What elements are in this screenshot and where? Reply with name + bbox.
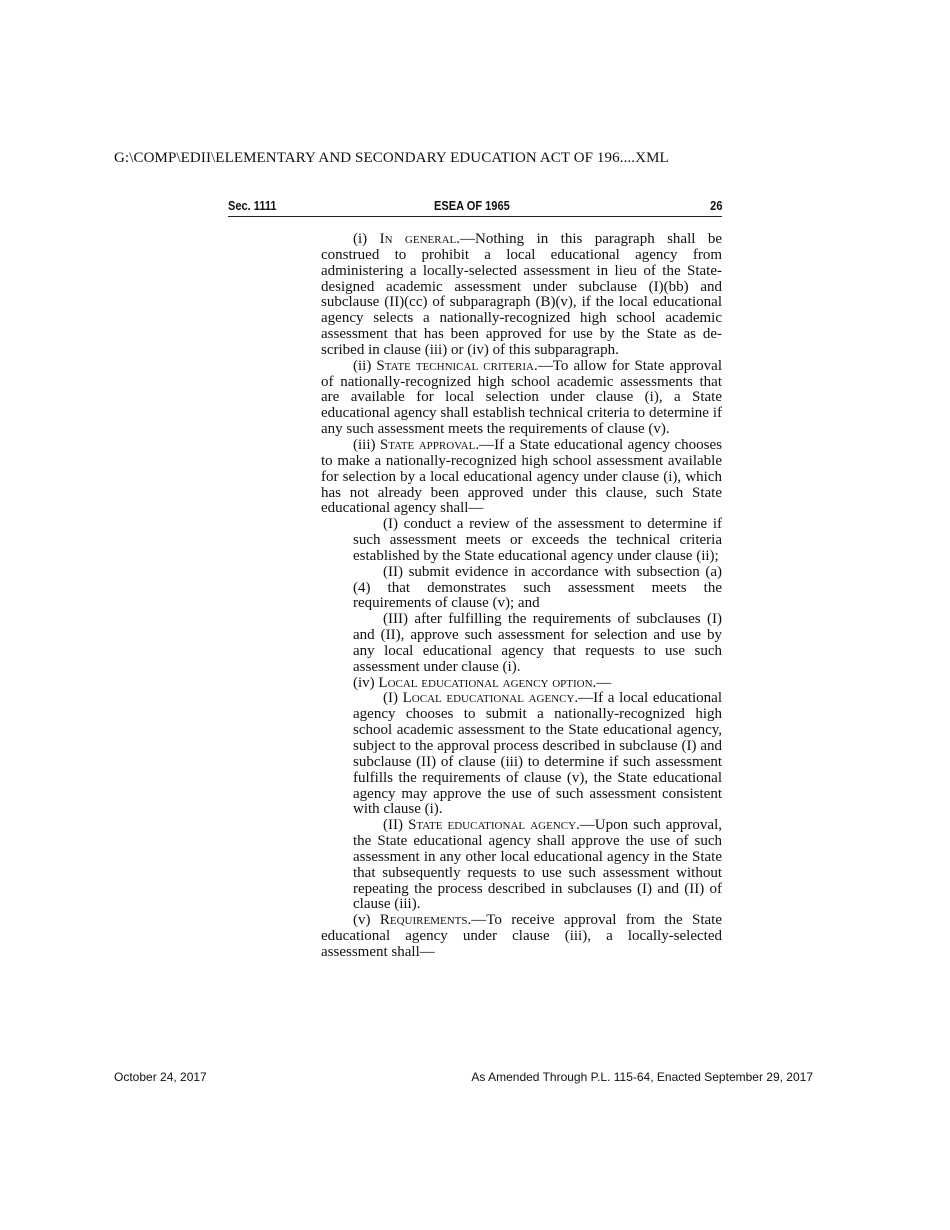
subclause-iii-III-approve: (III) after fulfilling the requirements of subclauses (I) and (II), approve such assessment for selection and use by any local educational agency that requests to use such assessment under clause (i).	[353, 611, 722, 675]
file-path-header: G:\COMP\EDII\ELEMENTARY AND SECONDARY EDUCATION ACT OF 196....XML	[114, 150, 669, 166]
clause-v-requirements: (v) Requirements.—To receive approval from the State educational agency under clause (iii), a locally-selected assessment shall—	[321, 912, 722, 960]
footer-amendment-note: As Amended Through P.L. 115-64, Enacted September 29, 2017	[471, 1070, 813, 1084]
subclause-iii-I-review: (I) conduct a review of the assessment to determine if such assessment meets or exceeds the technical criteria established by the State educational agency under clause (ii);	[353, 516, 722, 564]
act-title: ESEA OF 1965	[434, 198, 510, 213]
running-head	[228, 198, 722, 217]
clause-iii-state-approval: (iii) State approval.—If a State educational agency chooses to make a nationally-recognized high school assessment available for selection by a local educational agency under clause (i), which has not already been approved under this clause, such State educational agency shall—	[321, 436, 722, 517]
clause-iv-lea-option: (iv) Local educational agency option.—	[353, 674, 612, 691]
section-number: Sec. 1111	[228, 198, 277, 213]
clause-i-in-general: (i) In general.—Nothing in this paragraph shall be construed to prohibit a local educational agency from administering a locally-selected assessment in lieu of the State-designed academic assessment under subclause (I)(bb) and subclause (II)(cc) of subparagraph (B)(v), if the local educational agency selects a nationally-recognized high school academic assessment that has been approved for use by the State as described in clause (iii) or (iv) of this subparagraph.	[321, 231, 722, 358]
page-number: 26	[709, 198, 722, 213]
subclause-iv-II-sea: (II) State educational agency.—Upon such approval, the State educational agency shall approve the use of such assessment in any other local educational agency in the State that subsequently requests to use such assessment without repeating the process described in subclauses (I) and (II) of clause (iii).	[353, 817, 723, 913]
legal-text-body	[321, 232, 722, 961]
clause-ii-technical-criteria: (ii) State technical criteria.—To allow for State approval of nationally-recognized high school academic assessments that are available for local selection under clause (i), a State educational agency shall establish technical criteria to determine if any such assessment meets the requirements of clause (v).	[321, 357, 723, 438]
subclause-iii-II-evidence: (II) submit evidence in accordance with subsection (a)(4) that demonstrates such assessment meets the requirements of clause (v); and	[353, 563, 723, 612]
footer-date: October 24, 2017	[114, 1070, 207, 1084]
subclause-iv-I-lea: (I) Local educational agency.—If a local educational agency chooses to submit a nationally-recognized high school academic assessment to the State educational agency, subject to the approval process described in subclause (I) and subclause (II) of clause (iii) to determine if such assessment fulfills the requirements of clause (v), the State educational agency may approve the use of such assessment consistent with clause (i).	[353, 690, 722, 818]
